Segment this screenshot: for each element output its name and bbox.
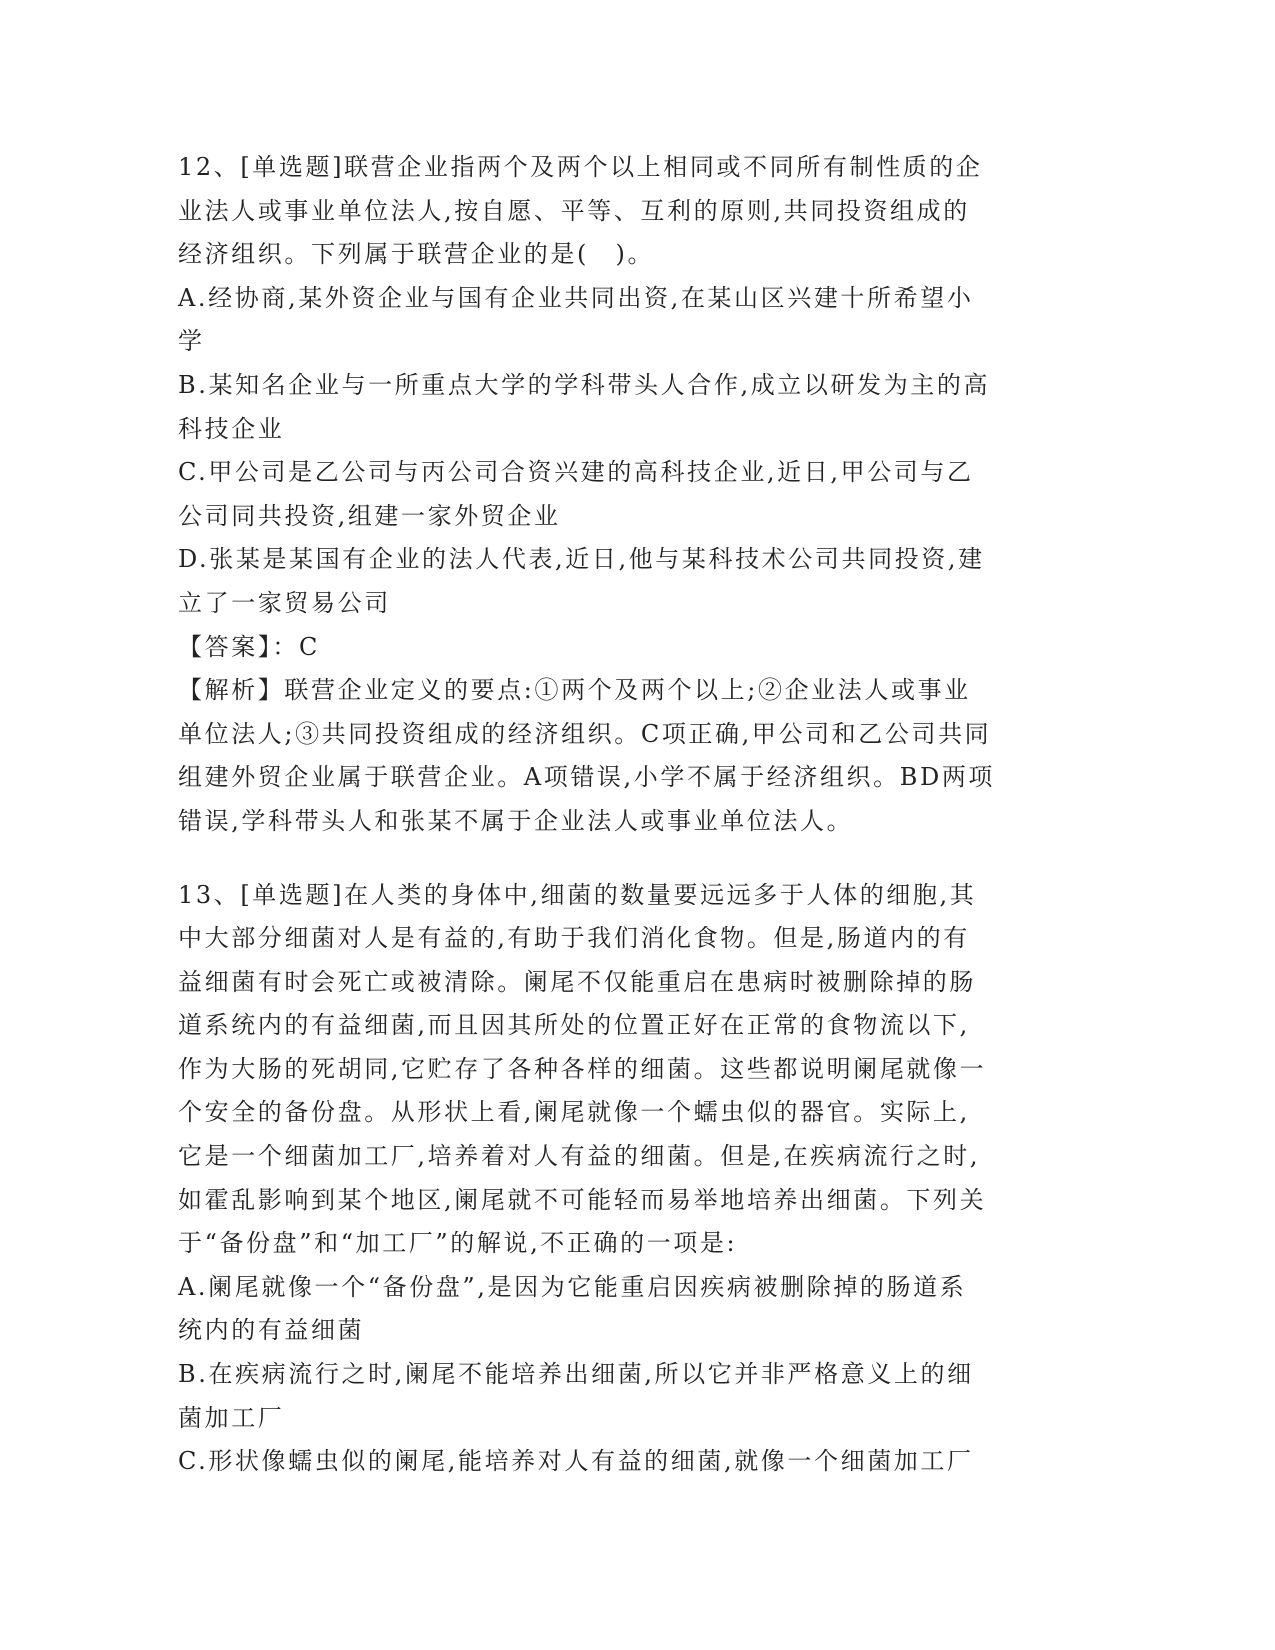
- stem-line: 于“备份盘”和“加工厂”的解说,不正确的一项是:: [178, 1229, 738, 1258]
- option-d: [178, 538, 1090, 625]
- option-line: 统内的有益细菌: [178, 1316, 365, 1345]
- option-line: 立了一家贸易公司: [178, 588, 391, 617]
- answer-line: 【答案】：C: [178, 632, 320, 661]
- answer: [178, 626, 1090, 670]
- option-c: [178, 1440, 1090, 1484]
- question-stem: [178, 146, 1090, 277]
- question-stem: [178, 874, 1090, 1266]
- option-line: D.张某是某国有企业的法人代表,近日,他与某科技术公司共同投资,建: [178, 545, 985, 574]
- option-line: A.阑尾就像一个“备份盘”,是因为它能重启因疾病被删除掉的肠道系: [178, 1272, 967, 1301]
- option-b: [178, 1353, 1090, 1440]
- stem-line: 业法人或事业单位法人,按自愿、平等、互利的原则,共同投资组成的: [178, 196, 970, 225]
- option-line: B.某知名企业与一所重点大学的学科带头人合作,成立以研发为主的高: [178, 370, 991, 399]
- document-page: [178, 146, 1090, 1484]
- option-line: B.在疾病流行之时,阑尾不能培养出细菌,所以它并非严格意义上的细: [178, 1360, 974, 1389]
- option-line: 公司同共投资,组建一家外贸企业: [178, 501, 561, 530]
- analysis-line: 单位法人;③共同投资组成的经济组织。C项正确,甲公司和乙公司共同: [178, 719, 992, 748]
- option-b: [178, 364, 1090, 451]
- stem-line: 中大部分细菌对人是有益的,有助于我们消化食物。但是,肠道内的有: [178, 924, 970, 953]
- stem-line: 个安全的备份盘。从形状上看,阑尾就像一个蠕虫似的器官。实际上,: [178, 1098, 970, 1127]
- analysis-line: 错误,学科带头人和张某不属于企业法人或事业单位法人。: [178, 806, 854, 835]
- stem-line: 作为大肠的死胡同,它贮存了各种各样的细菌。这些都说明阑尾就像一: [178, 1054, 987, 1083]
- option-line: C.形状像蠕虫似的阑尾,能培养对人有益的细菌,就像一个细菌加工厂: [178, 1447, 974, 1476]
- stem-line: 它是一个细菌加工厂,培养着对人有益的细菌。但是,在疾病流行之时,: [178, 1142, 981, 1171]
- stem-line: 道系统内的有益细菌,而且因其所处的位置正好在正常的食物流以下,: [178, 1011, 970, 1040]
- stem-line: 12、[单选题]联营企业指两个及两个以上相同或不同所有制性质的企: [178, 153, 983, 181]
- stem-line: 13、[单选题]在人类的身体中,细菌的数量要远远多于人体的细胞,其: [178, 880, 977, 909]
- option-a: [178, 1266, 1090, 1353]
- option-line: 科技企业: [178, 414, 285, 443]
- option-line: A.经协商,某外资企业与国有企业共同出资,在某山区兴建十所希望小: [178, 283, 974, 312]
- stem-line: 益细菌有时会死亡或被清除。阑尾不仅能重启在患病时被删除掉的肠: [178, 967, 976, 996]
- question-13: [178, 874, 1090, 1484]
- option-line: 学: [178, 327, 205, 356]
- question-12: [178, 146, 1090, 844]
- stem-line: 经济组织。下列属于联营企业的是( )。: [178, 240, 655, 269]
- analysis-line: 【解析】联营企业定义的要点:①两个及两个以上;②企业法人或事业: [178, 676, 971, 705]
- option-c: [178, 451, 1090, 538]
- stem-line: 如霍乱影响到某个地区,阑尾就不可能轻而易举地培养出细菌。下列关: [178, 1185, 987, 1214]
- analysis: [178, 669, 1090, 843]
- option-line: C.甲公司是乙公司与丙公司合资兴建的高科技企业,近日,甲公司与乙: [178, 458, 974, 487]
- option-a: [178, 277, 1090, 364]
- option-line: 菌加工厂: [178, 1403, 285, 1432]
- analysis-line: 组建外贸企业属于联营企业。A项错误,小学不属于经济组织。BD两项: [178, 763, 996, 792]
